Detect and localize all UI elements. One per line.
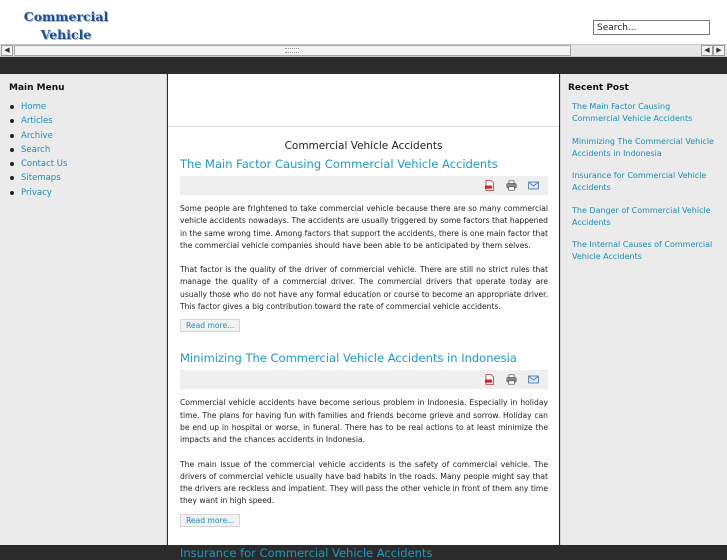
print-icon[interactable]	[506, 374, 517, 385]
article-paragraph: The main issue of the commercial vehicle accidents is the safety of commercial vehicle. The drivers of commercial vehicle usually have bad habits in the roads. Many people might say that the drivers are reckless and impatient. They will pass the other vehicle in front of them any time they want in high speed.	[180, 459, 548, 506]
menu-item-sitemaps[interactable]: Sitemaps	[10, 171, 67, 185]
article-paragraph: That factor is the quality of the driver of commercial vehicle. There are still no strict rules that manage the quality of a commercial driver. The commercial drivers that operate today are usually those who do not have any formal education or course to become an appropriate driver. This factor gives a big contribution toward the rate of commercial vehicle accidents.	[180, 265, 548, 312]
recent-post-link[interactable]: The Danger of Commercial Vehicle Accidents	[572, 205, 711, 227]
article-paragraph: Commercial vehicle accidents have become serious problem in Indonesia. Especially in holiday time. The plans for having fun with families and friends become grieve and sorrow. Holiday can be end up in hospital or worse, in funeral. There has to be real actions to at least minimize the impacts and the chances accidents in Indonesia.	[180, 398, 548, 445]
horizontal-scrollbar[interactable]	[0, 44, 727, 57]
scroll-grip	[285, 48, 299, 53]
right-sidebar	[560, 74, 727, 545]
main-content	[168, 74, 559, 560]
email-icon[interactable]	[528, 374, 539, 385]
scroll-left-arrow[interactable]: ◀	[1, 45, 13, 56]
article-1	[180, 157, 548, 332]
article-title-link[interactable]: Minimizing The Commercial Vehicle Accidents in Indonesia	[180, 351, 517, 366]
print-icon[interactable]	[506, 180, 517, 191]
menu-item-search[interactable]: Search	[10, 143, 67, 157]
page-title: Commercial Vehicle Accidents	[284, 140, 443, 152]
menu-item-contact-us[interactable]: Contact Us	[10, 157, 67, 171]
recent-post-title: Recent Post	[568, 83, 629, 93]
search-input[interactable]	[593, 20, 710, 35]
article-body	[180, 397, 548, 507]
main-menu-title: Main Menu	[9, 83, 65, 93]
email-icon[interactable]	[528, 180, 539, 191]
spacer	[168, 332, 559, 346]
menu-item-archive[interactable]: Archive	[10, 129, 67, 143]
scroll-right-arrow-a[interactable]: ◀	[701, 45, 713, 56]
content-banner	[168, 74, 559, 127]
recent-post-link[interactable]: Minimizing The Commercial Vehicle Accidents in Indonesia	[572, 136, 714, 158]
menu-item-articles[interactable]: Articles	[10, 114, 67, 128]
site-header	[0, 0, 727, 44]
article-toolbar	[180, 176, 548, 195]
article-paragraph: Some people are frightened to take commercial vehicle because there are so many commercial vehicle accidents nowadays. The accidents are usually triggered by some factors that happened in the same wrong time. Among factors that support the accidents, there is one main factor that the commercial vehicle companies should have been able to be anticipated by them selves.	[180, 204, 548, 250]
read-more-button[interactable]: Read more...	[180, 319, 240, 332]
logo-line-1: Commercial Vehicle	[23, 9, 109, 42]
article-toolbar	[180, 370, 548, 389]
pdf-icon[interactable]	[484, 374, 495, 385]
recent-post-link[interactable]: The Internal Causes of Commercial Vehicle Accidents	[572, 240, 713, 261]
menu-item-privacy[interactable]: Privacy	[10, 186, 67, 200]
article-2	[180, 351, 548, 526]
article-3	[180, 546, 548, 560]
pdf-icon[interactable]	[484, 180, 495, 191]
scroll-right-arrow-b[interactable]: ▶	[713, 45, 725, 56]
menu-item-home[interactable]: Home	[10, 100, 67, 114]
left-sidebar	[0, 74, 167, 545]
recent-post-link[interactable]: Insurance for Commercial Vehicle Accidents	[572, 171, 707, 192]
nav-band	[0, 57, 727, 74]
main-menu	[10, 100, 67, 200]
recent-post-list	[572, 101, 720, 274]
article-title-link[interactable]: Insurance for Commercial Vehicle Accidents	[180, 545, 433, 560]
read-more-button[interactable]: Read more...	[180, 514, 240, 527]
scroll-thumb[interactable]	[14, 45, 571, 56]
spacer	[168, 527, 559, 541]
recent-post-link[interactable]: The Main Factor Causing Commercial Vehicle Accidents	[572, 102, 693, 123]
article-body	[180, 203, 548, 313]
article-title-link[interactable]: The Main Factor Causing Commercial Vehicle Accidents	[180, 157, 498, 171]
